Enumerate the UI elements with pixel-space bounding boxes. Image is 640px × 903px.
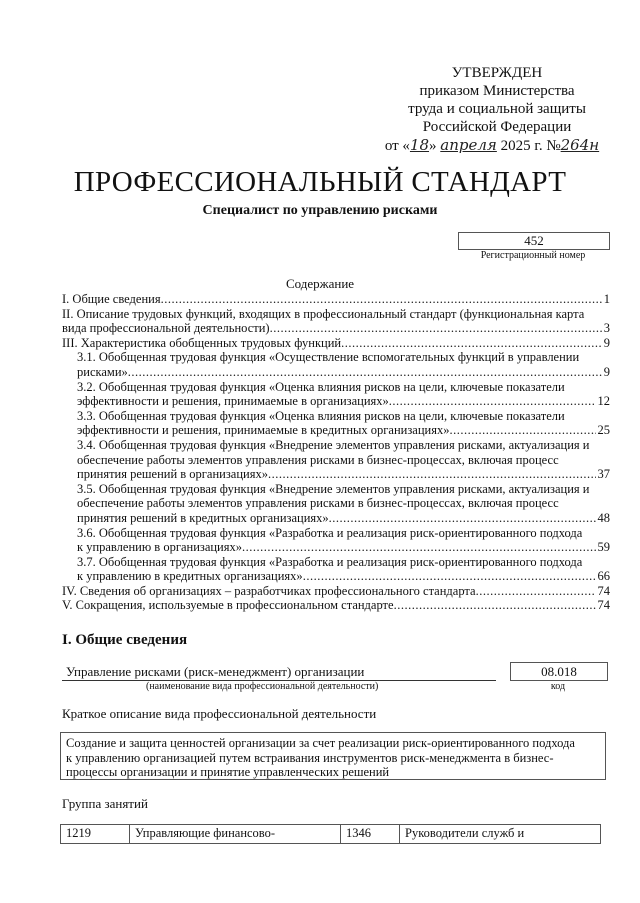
toc-page-number: 48: [597, 510, 610, 525]
toc-leader-dots: [161, 292, 602, 307]
toc-item[interactable]: [62, 584, 610, 599]
occupation-code-cell: 1219: [61, 825, 130, 844]
document-subtitle: Специалист по управлению рисками: [202, 203, 438, 218]
toc-item-text: к управлению в организациях»: [77, 540, 242, 555]
toc-item[interactable]: [62, 292, 610, 307]
brief-description-box: [60, 732, 606, 780]
activity-code-label: код: [550, 681, 566, 692]
toc-page-number: 3: [603, 321, 610, 336]
toc-leader-dots: [128, 365, 602, 380]
toc-item-text: к управлению в кредитных организациях»: [77, 569, 303, 584]
toc-page-number: 74: [597, 583, 610, 598]
toc-item-text: эффективности и решения, принимаемые в организациях»: [77, 394, 389, 409]
toc-page-number: 9: [603, 335, 610, 350]
date-mid: »: [429, 138, 441, 154]
toc-item[interactable]: [62, 307, 610, 336]
toc-leader-dots: [303, 569, 596, 584]
occupation-name-cell: Управляющие финансово-: [130, 825, 341, 844]
toc-leader-dots: [270, 321, 602, 336]
section-heading: I. Общие сведения: [62, 632, 188, 648]
brief-description-line: Создание и защита ценностей организации за счет реализации риск-ориентированного подхода: [66, 736, 575, 750]
date-day: 18: [409, 136, 430, 154]
toc-item-text: вида профессиональной деятельности): [62, 321, 270, 336]
toc-page-number: 74: [597, 598, 610, 613]
toc-item-text: IV. Сведения об организациях – разработчиках профессионального стандарта: [62, 583, 476, 598]
toc-leader-dots: [268, 467, 596, 482]
toc-item-text: обеспечение работы элементов управления рисками в бизнес-процессах, включая процесс: [77, 452, 559, 467]
table-of-contents: [62, 292, 610, 613]
toc-item-text: V. Сокращения, используемые в профессиональном стандарте: [62, 598, 394, 613]
toc-item-text: 3.4. Обобщенная трудовая функция «Внедрение элементов управления рисками, актуализация и: [77, 437, 590, 452]
toc-item[interactable]: [62, 409, 610, 438]
order-date-line: [362, 136, 622, 155]
toc-leader-dots: [449, 423, 595, 438]
date-year: 2025 г. №: [496, 138, 561, 154]
toc-leader-dots: [341, 336, 602, 351]
occupation-name-cell: Руководители служб и: [400, 825, 601, 844]
toc-item[interactable]: [62, 350, 610, 379]
approval-block: [372, 64, 622, 155]
toc-heading: Содержание: [285, 276, 355, 291]
approval-line: приказом Министерства: [419, 83, 575, 99]
toc-item[interactable]: [62, 380, 610, 409]
occupation-group-table: [60, 824, 601, 844]
toc-page-number: 25: [597, 423, 610, 438]
toc-leader-dots: [329, 511, 596, 526]
toc-leader-dots: [476, 584, 596, 599]
toc-item[interactable]: [62, 482, 610, 526]
occupation-group-heading: Группа занятий: [62, 796, 148, 811]
toc-item-text: III. Характеристика обобщенных трудовых функций: [62, 335, 342, 350]
toc-page-number: 9: [603, 364, 610, 379]
activity-name-label: (наименование вида профессиональной деятельности): [146, 681, 379, 692]
toc-item[interactable]: [62, 526, 610, 555]
toc-item-text: II. Описание трудовых функций, входящих в профессиональный стандарт (функциональная карта: [62, 306, 585, 321]
toc-item[interactable]: [62, 598, 610, 613]
toc-page-number: 37: [597, 467, 610, 482]
approval-line: труда и социальной защиты: [408, 101, 586, 117]
toc-item-text: рисками»: [77, 364, 128, 379]
approval-line: УТВЕРЖДЕН: [451, 65, 543, 81]
toc-page-number: 12: [597, 394, 610, 409]
date-prefix: от «: [384, 138, 410, 154]
toc-leader-dots: [389, 394, 596, 409]
toc-item-text: 3.6. Обобщенная трудовая функция «Разработка и реализация риск-ориентированного подхода: [77, 525, 583, 540]
toc-leader-dots: [394, 598, 596, 613]
toc-item-text: 3.7. Обобщенная трудовая функция «Разработка и реализация риск-ориентированного подхода: [77, 554, 583, 569]
approval-line: Российской Федерации: [422, 119, 572, 135]
order-number: 264н: [560, 136, 600, 154]
toc-item-text: 3.5. Обобщенная трудовая функция «Внедрение элементов управления рисками, актуализация и: [77, 481, 590, 496]
toc-item-text: принятия решений в организациях»: [77, 467, 268, 482]
toc-item-text: принятия решений в кредитных организациях»: [77, 510, 329, 525]
registration-number: 452: [458, 232, 610, 250]
toc-item-text: обеспечение работы элементов управления рисками в бизнес-процессах, включая процесс: [77, 496, 559, 511]
activity-code: 08.018: [510, 662, 608, 681]
activity-name-field: Управление рисками (риск-менеджмент) организации: [62, 664, 496, 681]
toc-page-number: 59: [597, 540, 610, 555]
table-row: [61, 825, 601, 844]
toc-item[interactable]: [62, 438, 610, 482]
toc-page-number: 1: [603, 292, 610, 306]
document-title: ПРОФЕССИОНАЛЬНЫЙ СТАНДАРТ: [73, 166, 567, 198]
toc-item-text: I. Общие сведения: [62, 292, 161, 306]
brief-description-heading: Краткое описание вида профессиональной деятельности: [62, 706, 377, 721]
toc-item[interactable]: [62, 336, 610, 351]
brief-description-line: к управлению организацией путем встраивания инструментов риск-менеджмента в бизнес-: [66, 750, 554, 765]
toc-item-text: 3.1. Обобщенная трудовая функция «Осуществление вспомогательных функций в управлении: [77, 350, 580, 365]
toc-item[interactable]: [62, 555, 610, 584]
toc-item-text: 3.2. Обобщенная трудовая функция «Оценка влияния рисков на цели, ключевые показатели: [77, 379, 565, 394]
toc-item-text: эффективности и решения, принимаемые в кредитных организациях»: [77, 423, 450, 438]
date-month: апреля: [440, 136, 497, 154]
occupation-code-cell: 1346: [341, 825, 400, 844]
toc-item-text: 3.3. Обобщенная трудовая функция «Оценка влияния рисков на цели, ключевые показатели: [77, 408, 565, 423]
brief-description-line: процессы организации и принятие управленческих решений: [66, 765, 390, 779]
registration-label: Регистрационный номер: [480, 250, 586, 261]
toc-leader-dots: [242, 540, 596, 555]
toc-page-number: 66: [597, 569, 610, 584]
